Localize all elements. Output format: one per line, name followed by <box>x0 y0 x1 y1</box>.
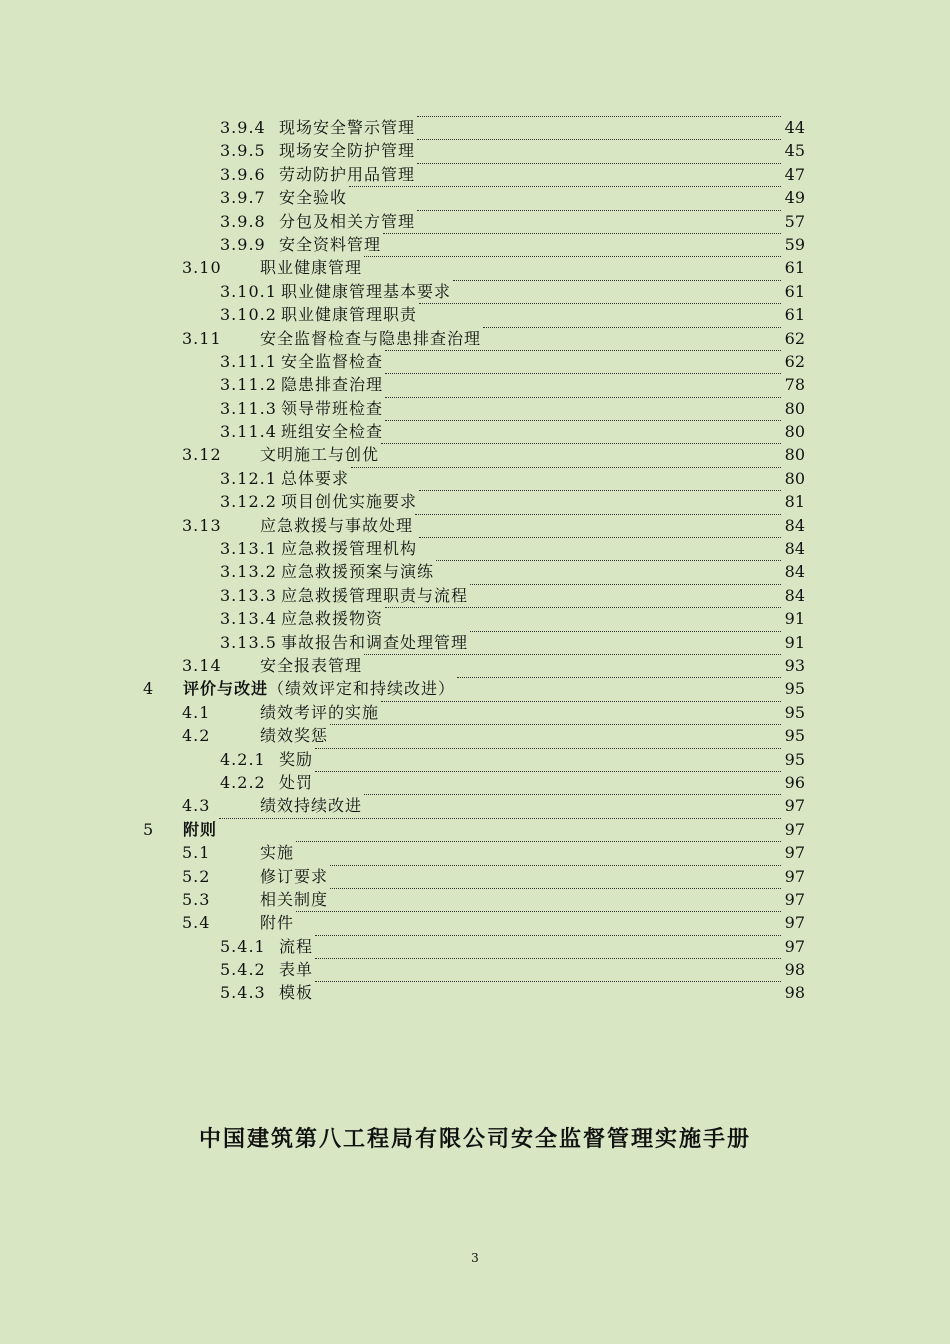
toc-entry-title <box>260 888 328 911</box>
toc-entry-title-text: 流程 <box>279 936 314 956</box>
toc-entry-page: 61 <box>784 281 805 301</box>
toc-entry-number: 3.10.2 <box>220 305 277 325</box>
toc-entry-number: 3.11 <box>182 328 222 348</box>
toc-entry-title <box>279 163 415 186</box>
toc-entry-title <box>260 841 294 864</box>
toc-entry-title <box>279 748 313 771</box>
toc-entry-number: 3.12 <box>182 445 222 465</box>
toc-entry-page: 81 <box>784 492 805 512</box>
toc-entry-title <box>281 560 434 583</box>
toc-entry-title <box>260 724 328 747</box>
toc-entry-page: 47 <box>784 164 805 184</box>
toc-entry-page: 78 <box>784 375 805 395</box>
toc-dot-leader <box>330 865 781 866</box>
toc-dot-leader <box>457 677 781 678</box>
document-title: 中国建筑第八工程局有限公司安全监督管理实施手册 <box>198 1126 751 1152</box>
toc-dot-leader <box>330 888 781 889</box>
toc-entry-page: 97 <box>784 843 805 863</box>
toc-entry-page: 80 <box>784 468 805 488</box>
toc-entry-title <box>281 280 451 303</box>
toc-entry[interactable] <box>0 303 950 326</box>
toc-entry[interactable] <box>0 560 950 583</box>
toc-entry-title <box>260 256 362 279</box>
toc-entry-title <box>260 514 413 537</box>
toc-entry[interactable] <box>0 139 950 162</box>
toc-dot-leader <box>351 467 781 468</box>
toc-dot-leader <box>219 818 781 819</box>
toc-entry-page: 61 <box>784 305 805 325</box>
toc-entry-title <box>279 186 347 209</box>
toc-entry-title-text: 职业健康管理职责 <box>281 305 418 325</box>
toc-entry-title-text: 劳动防护用品管理 <box>279 164 416 184</box>
toc-entry-number: 5 <box>143 819 155 839</box>
toc-dot-leader <box>385 397 781 398</box>
toc-entry-number: 3.13.3 <box>220 585 277 605</box>
toc-entry-title-text: 事故报告和调查处理管理 <box>281 632 469 652</box>
toc-entry-number: 5.4.1 <box>220 936 266 956</box>
toc-entry-number: 5.1 <box>182 843 211 863</box>
toc-entry[interactable] <box>0 514 950 537</box>
toc-entry-title <box>260 654 362 677</box>
toc-entry-page: 49 <box>784 188 805 208</box>
toc-entry-title <box>281 373 383 396</box>
toc-dot-leader <box>296 911 781 912</box>
toc-entry-page: 62 <box>784 328 805 348</box>
toc-entry-title <box>260 701 379 724</box>
toc-entry[interactable] <box>0 163 950 186</box>
toc-entry-number: 3.11.3 <box>220 398 277 418</box>
toc-entry-title-text: 总体要求 <box>281 468 350 488</box>
toc-entry[interactable] <box>0 256 950 279</box>
toc-dot-leader <box>470 584 781 585</box>
toc-entry[interactable] <box>0 467 950 490</box>
toc-dot-leader <box>349 186 781 187</box>
toc-entry-title-text: 表单 <box>279 960 314 980</box>
toc-dot-leader <box>364 256 781 257</box>
toc-dot-leader <box>385 350 781 351</box>
toc-entry-number: 3.9.8 <box>220 211 266 231</box>
toc-entry-page: 91 <box>784 632 805 652</box>
toc-entry-page: 93 <box>784 655 805 675</box>
toc-entry-number: 3.9.7 <box>220 188 266 208</box>
toc-entry-page: 98 <box>784 960 805 980</box>
toc-entry-number: 3.9.4 <box>220 118 266 137</box>
toc-entry-title-text: 附则 <box>183 819 218 839</box>
toc-entry-page: 80 <box>784 422 805 442</box>
toc-entry-number: 3.9.5 <box>220 141 266 161</box>
toc-entry-title <box>281 467 349 490</box>
toc-entry-number: 3.14 <box>182 655 222 675</box>
toc-dot-leader <box>419 490 781 491</box>
toc-entry-page: 96 <box>784 772 805 792</box>
toc-entry[interactable] <box>0 701 950 724</box>
toc-entry[interactable] <box>0 490 950 513</box>
toc-entry-number: 5.4.3 <box>220 983 266 1003</box>
toc-entry-title <box>279 233 381 256</box>
toc-dot-leader <box>417 116 781 117</box>
toc-entry-title-text: 现场安全防护管理 <box>279 141 416 161</box>
toc-dot-leader <box>383 233 781 234</box>
toc-entry-title-text: 分包及相关方管理 <box>279 211 416 231</box>
toc-entry-number: 5.4 <box>182 913 211 933</box>
toc-entry-page: 84 <box>784 539 805 559</box>
toc-entry-title-text: 职业健康管理 <box>260 258 363 278</box>
toc-entry[interactable] <box>0 935 950 958</box>
toc-entry-number: 4.2.2 <box>220 772 266 792</box>
toc-dot-leader <box>364 654 781 655</box>
toc-entry-page: 97 <box>784 819 805 839</box>
toc-dot-leader <box>419 303 781 304</box>
toc-entry-page: 84 <box>784 585 805 605</box>
toc-entry-number: 4.3 <box>182 796 211 816</box>
toc-entry-page: 57 <box>784 211 805 231</box>
toc-entry-page: 97 <box>784 936 805 956</box>
toc-entry-title <box>279 935 313 958</box>
toc-dot-leader <box>296 841 781 842</box>
toc-entry[interactable] <box>0 280 950 303</box>
toc-entry-title-text: 隐患排查治理 <box>281 375 384 395</box>
toc-entry[interactable] <box>0 607 950 630</box>
toc-entry-page: 95 <box>784 749 805 769</box>
toc-entry[interactable] <box>0 210 950 233</box>
toc-entry-number: 3.13 <box>182 515 222 535</box>
toc-entry-page: 80 <box>784 398 805 418</box>
toc-entry-page: 44 <box>784 118 805 137</box>
toc-dot-leader <box>364 794 781 795</box>
toc-entry-number: 4.2 <box>182 726 211 746</box>
toc-entry-page: 80 <box>784 445 805 465</box>
toc-entry-number: 3.13.1 <box>220 539 277 559</box>
toc-entry-number: 3.13.2 <box>220 562 277 582</box>
toc-entry-number: 3.10 <box>182 258 222 278</box>
toc-entry[interactable] <box>0 818 950 841</box>
toc-entry-page: 45 <box>784 141 805 161</box>
toc-entry[interactable] <box>0 654 950 677</box>
toc-entry-number: 3.10.1 <box>220 281 277 301</box>
toc-entry-title-text: 评价与改进 <box>183 679 269 699</box>
toc-entry-page: 95 <box>784 679 805 699</box>
toc-entry[interactable] <box>0 631 950 654</box>
toc-entry-title <box>260 865 328 888</box>
toc-dot-leader <box>381 701 781 702</box>
toc-entry-page: 95 <box>784 702 805 722</box>
toc-entry-title-text: 相关制度 <box>260 889 329 909</box>
toc-entry-page: 97 <box>784 889 805 909</box>
toc-entry-title <box>279 139 415 162</box>
toc-entry-title-text: 附件 <box>260 913 295 933</box>
toc-entry-number: 4 <box>143 679 155 699</box>
toc-dot-leader <box>315 935 781 936</box>
toc-dot-leader <box>417 139 781 140</box>
toc-entry[interactable] <box>0 841 950 864</box>
toc-dot-leader <box>315 748 781 749</box>
toc-dot-leader <box>436 560 781 561</box>
toc-entry-title <box>279 771 313 794</box>
toc-entry-title <box>183 677 455 700</box>
toc-entry-title <box>281 397 383 420</box>
toc-entry-title <box>281 631 468 654</box>
toc-entry-number: 3.11.2 <box>220 375 277 395</box>
toc-entry-title-text: 实施 <box>260 843 295 863</box>
toc-entry-title-text: 处罚 <box>279 772 314 792</box>
toc-entry[interactable] <box>0 350 950 373</box>
table-of-contents <box>0 116 950 1005</box>
toc-entry-page: 61 <box>784 258 805 278</box>
toc-entry-title-text: 应急救援与事故处理 <box>260 515 414 535</box>
toc-entry-page: 97 <box>784 796 805 816</box>
toc-dot-leader <box>315 958 781 959</box>
toc-entry-title <box>183 818 217 841</box>
toc-entry-page: 95 <box>784 726 805 746</box>
toc-entry-title-text: 应急救援物资 <box>281 609 384 629</box>
toc-entry-title-text: 文明施工与创优 <box>260 445 380 465</box>
toc-entry-title-text: 模板 <box>279 983 314 1003</box>
toc-entry-title <box>260 911 294 934</box>
toc-dot-leader <box>483 327 781 328</box>
toc-entry[interactable] <box>0 911 950 934</box>
toc-dot-leader <box>417 163 781 164</box>
toc-dot-leader <box>330 724 781 725</box>
toc-entry[interactable] <box>0 584 950 607</box>
toc-entry-title-tail: （绩效评定和持续改进） <box>268 679 456 699</box>
toc-entry[interactable] <box>0 771 950 794</box>
toc-entry-title <box>281 537 417 560</box>
toc-entry-title <box>279 210 415 233</box>
toc-entry-page: 84 <box>784 515 805 535</box>
toc-entry-title-text: 绩效持续改进 <box>260 796 363 816</box>
toc-dot-leader <box>315 771 781 772</box>
toc-entry-title <box>281 607 383 630</box>
toc-entry-number: 3.13.4 <box>220 609 277 629</box>
toc-entry[interactable] <box>0 724 950 747</box>
toc-entry-title-text: 安全验收 <box>279 188 348 208</box>
toc-entry-title-text: 修订要求 <box>260 866 329 886</box>
toc-entry[interactable] <box>0 865 950 888</box>
toc-entry-number: 3.13.5 <box>220 632 277 652</box>
toc-entry-number: 3.9.6 <box>220 164 266 184</box>
toc-entry-title <box>281 490 417 513</box>
toc-entry-title-text: 班组安全检查 <box>281 422 384 442</box>
toc-entry-title <box>281 584 468 607</box>
toc-dot-leader <box>415 514 781 515</box>
toc-entry-title-text: 奖励 <box>279 749 314 769</box>
toc-entry-title-text: 绩效奖惩 <box>260 726 329 746</box>
toc-entry[interactable] <box>0 420 950 443</box>
toc-entry[interactable] <box>0 958 950 981</box>
toc-entry-page: 59 <box>784 234 805 254</box>
toc-entry-title-text: 安全报表管理 <box>260 655 363 675</box>
toc-entry-title-text: 绩效考评的实施 <box>260 702 380 722</box>
toc-entry-number: 3.11.1 <box>220 351 277 371</box>
toc-entry[interactable] <box>0 888 950 911</box>
toc-entry-page: 98 <box>784 983 805 1003</box>
toc-entry-title <box>279 116 415 139</box>
toc-entry[interactable] <box>0 981 950 1004</box>
toc-entry-title <box>260 443 379 466</box>
toc-entry-number: 4.1 <box>182 702 211 722</box>
toc-entry[interactable] <box>0 677 950 700</box>
toc-entry-title-text: 职业健康管理基本要求 <box>281 281 452 301</box>
toc-entry[interactable] <box>0 233 950 256</box>
toc-entry-title-text: 项目创优实施要求 <box>281 492 418 512</box>
toc-dot-leader <box>385 373 781 374</box>
toc-entry-page: 84 <box>784 562 805 582</box>
toc-dot-leader <box>315 981 781 982</box>
toc-entry-title-text: 应急救援管理机构 <box>281 539 418 559</box>
toc-dot-leader <box>385 607 781 608</box>
toc-entry[interactable] <box>0 373 950 396</box>
toc-entry-title-text: 安全资料管理 <box>279 234 382 254</box>
toc-entry-page: 97 <box>784 866 805 886</box>
toc-dot-leader <box>381 443 781 444</box>
toc-entry[interactable] <box>0 186 950 209</box>
toc-dot-leader <box>453 280 781 281</box>
toc-entry[interactable] <box>0 794 950 817</box>
toc-entry[interactable] <box>0 397 950 420</box>
toc-entry-title <box>279 958 313 981</box>
toc-entry[interactable] <box>0 748 950 771</box>
toc-entry-number: 4.2.1 <box>220 749 266 769</box>
toc-entry-title-text: 安全监督检查 <box>281 351 384 371</box>
toc-entry-title <box>281 303 417 326</box>
toc-entry-title <box>281 420 383 443</box>
toc-entry-page: 97 <box>784 913 805 933</box>
toc-entry-title-text: 应急救援预案与演练 <box>281 562 435 582</box>
toc-entry-title-text: 应急救援管理职责与流程 <box>281 585 469 605</box>
toc-entry-page: 91 <box>784 609 805 629</box>
toc-entry-title <box>281 350 383 373</box>
toc-dot-leader <box>417 210 781 211</box>
toc-entry-number: 5.3 <box>182 889 211 909</box>
toc-entry[interactable] <box>0 327 950 350</box>
toc-entry-page: 62 <box>784 351 805 371</box>
toc-dot-leader <box>419 537 781 538</box>
toc-entry-number: 3.11.4 <box>220 422 277 442</box>
toc-entry-number: 3.12.2 <box>220 492 277 512</box>
toc-entry-number: 5.2 <box>182 866 211 886</box>
toc-entry-title <box>279 981 313 1004</box>
toc-entry-title <box>260 794 362 817</box>
toc-dot-leader <box>385 420 781 421</box>
toc-entry-number: 3.12.1 <box>220 468 277 488</box>
toc-entry[interactable] <box>0 116 950 139</box>
toc-entry-number: 5.4.2 <box>220 960 266 980</box>
toc-dot-leader <box>470 631 781 632</box>
toc-entry-number: 3.9.9 <box>220 234 266 254</box>
toc-entry-title <box>260 327 481 350</box>
toc-entry-title-text: 安全监督检查与隐患排查治理 <box>260 328 482 348</box>
toc-entry[interactable] <box>0 443 950 466</box>
toc-entry[interactable] <box>0 537 950 560</box>
toc-entry-title-text: 领导带班检查 <box>281 398 384 418</box>
toc-entry-title-text: 现场安全警示管理 <box>279 118 416 137</box>
page-number: 3 <box>471 1251 479 1265</box>
